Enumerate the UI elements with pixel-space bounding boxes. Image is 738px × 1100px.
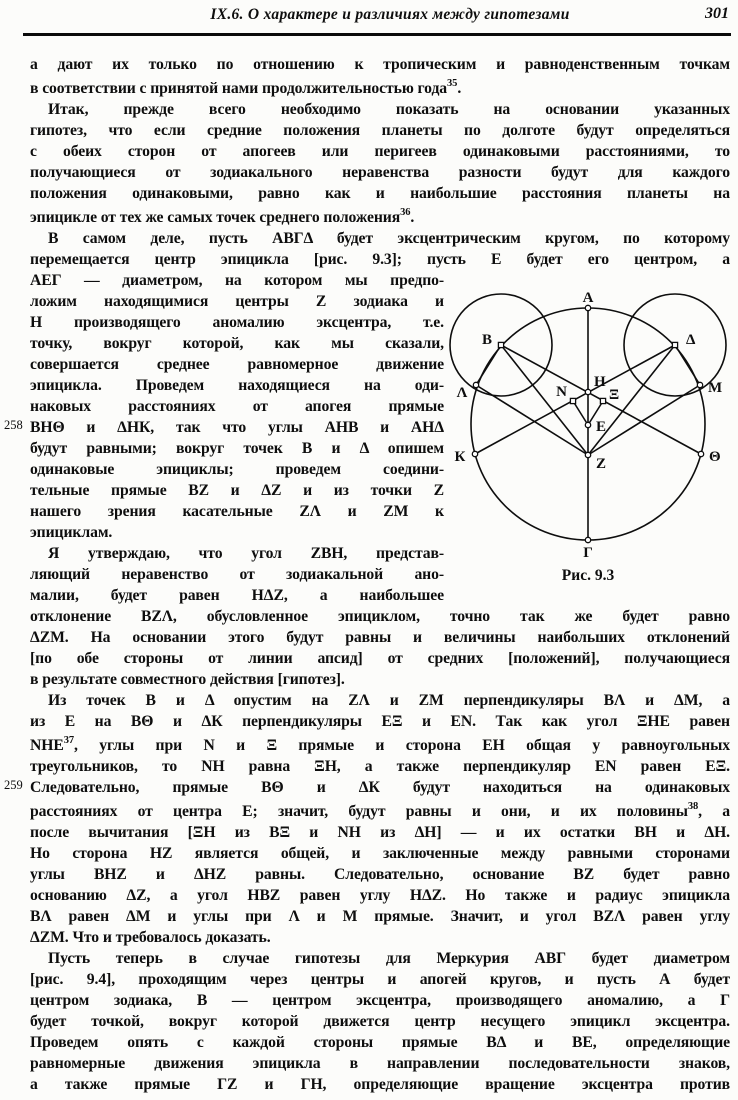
text-line: Но сторона НZ является общей, и заключенные между равными сторонами — [30, 845, 730, 862]
marker-L — [473, 382, 478, 387]
text-line: наковых расстояниях от апогея прямые — [30, 398, 444, 415]
marker-Z — [585, 452, 590, 457]
text-line: Итак, прежде всего необходимо показать на основании указанных — [48, 101, 730, 118]
marker-H — [585, 389, 590, 394]
text-line: основанию ΔZ, а угол НВZ равен углу НΔZ. Но также и радиус эпицикла — [30, 887, 730, 904]
point-label-Lambda: Λ — [456, 385, 468, 401]
point-label-K: К — [454, 449, 466, 465]
text-line: одинаковые эпициклы; проведем соедини- — [30, 461, 444, 478]
margin-line-number-258: 258 — [4, 418, 23, 432]
text-line: Пусть теперь в случае гипотезы для Меркурия АВГ будет диаметром — [48, 950, 730, 967]
figure-9-3 — [446, 284, 738, 586]
text-line: Я утверждаю, что угол ZВН, представ- — [48, 545, 444, 562]
page-number: 301 — [705, 5, 729, 22]
point-label-Theta: Θ — [709, 449, 721, 465]
header-rule — [23, 33, 731, 36]
line-BL — [476, 345, 501, 385]
text-line: малии, будет равен НΔZ, а наибольшее — [30, 587, 444, 604]
text-line: равномерные движения эпицикла в направлении последовательности знаков, — [30, 1055, 730, 1072]
point-label-N: N — [556, 384, 567, 400]
text-line: ΔZМ. На основании этого будут равны и величины наибольших отклонений — [30, 629, 730, 646]
text-line: а дают их только по отношению к тропическим и равноденственным точкам — [30, 56, 730, 73]
text-line: ляющий неравенство от зодиакальной ано- — [30, 566, 444, 583]
text-line: [рис. 9.4], проходящим через центры и апогей кругов, и пусть А будет — [30, 971, 730, 988]
text-line: совершается среднее равномерное движение — [30, 356, 444, 373]
text-line: [по обе стороны от линии апсид] от средних [положений], получающиеся — [30, 650, 730, 667]
point-label-E: Е — [596, 419, 607, 435]
marker-D — [672, 342, 677, 347]
marker-Theta — [698, 451, 703, 456]
point-label-Z: Z — [596, 456, 607, 472]
point-label-A: А — [582, 290, 594, 306]
point-label-Xi: Ξ — [609, 387, 620, 403]
text-line: NHE$^{37}$, углы при N и Ξ прямые и сторона ЕН общая у равноугольных — [30, 734, 730, 754]
marker-Xi — [600, 398, 605, 403]
text-line: получающиеся от зодиакального неравенства разности будут для каждого — [30, 164, 730, 181]
text-line: будут равными; вокруг точек В и Δ опишем — [30, 440, 444, 457]
text-line: эпициклам. — [30, 524, 113, 541]
text-line: Следовательно, прямые ВΘ и ΔК будут находиться на одинаковых — [30, 779, 730, 796]
text-line: эпицикла. Проведем находящиеся на оди- — [30, 377, 444, 394]
point-label-H: Н — [594, 374, 606, 390]
line-EN — [573, 401, 588, 425]
marker-E — [585, 422, 590, 427]
point-label-Delta: Δ — [686, 332, 696, 348]
text-line: нашего зрения касательные ZΛ и ZМ к — [30, 503, 444, 520]
marker-G — [585, 537, 590, 542]
text-line: ΔZМ. Что и требовалось доказать. — [30, 929, 271, 946]
text-line: точку, вокруг которой, как мы сказали, — [30, 335, 444, 352]
text-line: ВΛ равен ΔМ и углы при Λ и М прямые. Значит, и угол ВZΛ равен углу — [30, 908, 730, 925]
text-line: треугольников, то NН равна ΞН, а также перпендикуляр ЕN равен ЕΞ. — [30, 758, 730, 775]
footnote-ref-35: 35 — [447, 77, 458, 89]
text-line: отклонение ВZΛ, обусловленное эпициклом, точно так же будет равно — [30, 608, 730, 625]
text-line: Проведем опять с каждой стороны прямые ВΔ и ВЕ, определяющие — [30, 1034, 730, 1051]
marker-K — [472, 451, 477, 456]
text-line: а также прямые ГZ и ГН, определяющие вращение эксцентра против — [30, 1076, 730, 1093]
text-line: расстояниях от центра Е; значит, будут равны и они, и их половины$^{38}$, а — [30, 800, 730, 820]
text-line: в соответствии с принятой нами продолжительностью года$^{35}$. — [30, 77, 462, 97]
text-line: положения одинаковыми, равно как и наибольшие расстояния планеты на — [30, 185, 730, 202]
text-line: углы ВНZ и ΔНZ равны. Следовательно, основание ВZ будет равно — [30, 866, 730, 883]
text-line: в результате совместного действия [гипотез]. — [30, 671, 345, 688]
text-line: с обеих сторон от апогеев или перигеев одинаковыми расстояниями, то — [30, 143, 730, 160]
text-line: перемещается центр эпицикла [рис. 9.3]; пусть Е будет его центром, а — [30, 251, 730, 268]
line-DM — [675, 345, 700, 385]
text-line: ложим находящимися центры Z зодиака и — [30, 293, 444, 310]
text-line: гипотез, что если средние положения планеты по долготе будут определяться — [30, 122, 730, 139]
marker-B — [498, 342, 503, 347]
marker-N — [570, 398, 575, 403]
text-line: из Е на ВΘ и ΔК перпендикуляры ЕΞ и ЕN. Так как угол ΞНЕ равен — [30, 713, 730, 730]
text-line: эпицикле от тех же самых точек среднего положения$^{36}$. — [30, 206, 415, 226]
text-line: тельные прямые ВZ и ΔZ и из точки Z — [30, 482, 444, 499]
marker-A — [585, 305, 590, 310]
point-label-B: В — [481, 332, 492, 348]
footnote-ref-37: 37 — [63, 734, 75, 746]
text-line: Из точек В и Δ опустим на ZΛ и ZМ перпендикуляры ВΛ и ΔМ, а — [48, 692, 730, 709]
text-line: Н производящего аномалию эксцентра, т.е. — [30, 314, 444, 331]
text-line: центром зодиака, В — центром эксцентра, производящего аномалию, а Г — [30, 992, 730, 1009]
figure-caption: Рис. 9.3 — [561, 567, 615, 584]
text-line: ВНΘ и ΔНК, так что углы АНВ и АНΔ — [30, 419, 444, 436]
footnote-ref-36: 36 — [400, 206, 411, 218]
marker-M — [697, 382, 702, 387]
text-line: после вычитания [ΞН из ВΞ и NН из ΔН] — и их остатки ВН и ΔН. — [30, 824, 730, 841]
margin-line-number-259: 259 — [4, 778, 23, 792]
point-label-M: М — [708, 380, 723, 396]
text-line: АЕГ — диаметром, на котором мы предпо- — [30, 272, 444, 289]
text-line: будет точкой, вокруг которой движется центр несущего эпицикл эксцентра. — [30, 1013, 730, 1030]
point-label-Gamma: Г — [583, 545, 593, 561]
footnote-ref-38: 38 — [687, 800, 699, 812]
geometry-diagram — [446, 284, 738, 586]
text-line: В самом деле, пусть АВГΔ будет эксцентрическим кругом, по которому — [48, 230, 730, 247]
running-head-section-title: IX.6. О характере и различиях между гипотезами — [210, 6, 570, 23]
